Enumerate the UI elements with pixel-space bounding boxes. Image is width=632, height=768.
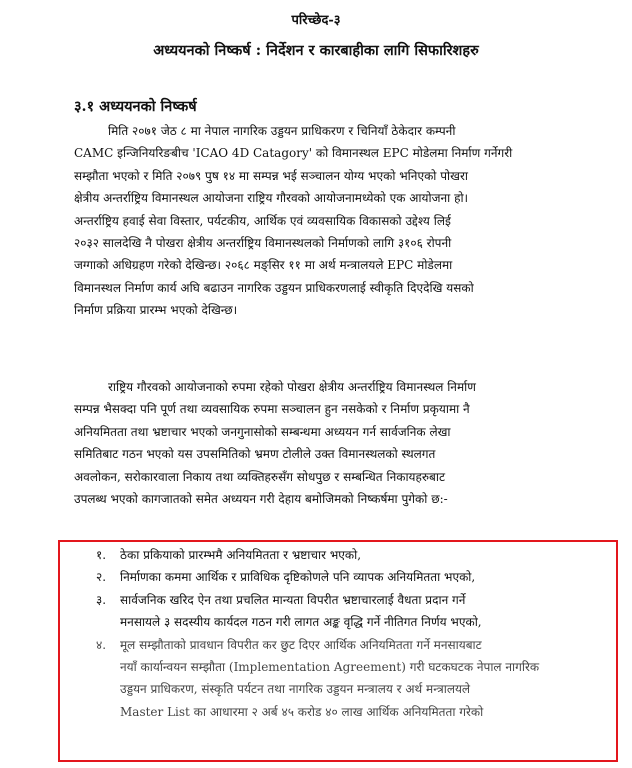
list-text: उड्डयन प्राधिकरण, संस्कृति पर्यटन तथा नागरिक उड्डयन मन्त्रालय र अर्थ मन्त्रालयले — [120, 682, 471, 697]
findings-list — [96, 544, 596, 723]
chapter-heading: परिच्छेद-३ — [291, 13, 341, 28]
list-item — [96, 544, 596, 566]
paragraph-line: अवलोकन, सरोकारवाला निकाय तथा व्यक्तिहरुसँग सोधपुछ र सम्बन्धित निकायहरुबाट — [74, 469, 446, 484]
list-number: ३. — [96, 592, 107, 607]
list-item — [96, 566, 596, 588]
list-text: मनसायले ३ सदस्यीय कार्यदल गठन गरी लागत अङ्क वृद्धि गर्ने नीतिगत निर्णय भएको, — [120, 615, 482, 630]
list-number: २. — [96, 570, 107, 585]
section-heading: ३.१ अध्ययनको निष्कर्ष — [74, 98, 197, 115]
paragraph-line: CAMC इन्जिनियरिङबीच 'ICAO 4D Catagory' को विमानस्थल EPC मोडेलमा निर्माण गर्नेगरी — [74, 146, 513, 161]
paragraph-line: समितिबाट गठन भएको यस उपसमितिको भ्रमण टोलीले उक्त विमानस्थलको स्थलगत — [74, 447, 436, 462]
paragraph-line: निर्माण प्रक्रिया प्रारम्भ भएको देखिन्छ। — [74, 303, 238, 318]
paragraph-line: २०३२ सालदेखि नै पोखरा क्षेत्रीय अन्तर्राष्ट्रिय विमानस्थलको निर्माणको लागि ३१०६ रोपनी — [74, 236, 452, 251]
paragraph-2 — [74, 376, 568, 510]
paragraph-line: सम्पन्न भैसक्दा पनि पूर्ण तथा व्यवसायिक रुपमा सञ्चालन हुन नसकेको र निर्माण प्रकृयामा नै — [74, 402, 470, 417]
paragraph-line: अन्तर्राष्ट्रिय हवाई सेवा विस्तार, पर्यटकीय, आर्थिक एवं व्यवसायिक विकासको उद्देश्य लिई — [74, 213, 451, 228]
paragraph-line: जग्गाको अधिग्रहण गरेको देखिन्छ। २०६८ मङ्सिर ११ मा अर्थ मन्त्रालयले EPC मोडेलमा — [74, 258, 453, 273]
paragraph-line: क्षेत्रीय अन्तर्राष्ट्रिय विमानस्थल आयोजना राष्ट्रिय गौरवको आयोजनामध्येको एक आयोजना हो। — [74, 191, 469, 206]
list-text: सार्वजनिक खरिद ऐन तथा प्रचलित मान्यता विपरीत भ्रष्टाचारलाई वैधता प्रदान गर्ने — [120, 592, 466, 607]
list-number: ४. — [96, 637, 107, 652]
list-text: ठेका प्रकियाको प्रारम्भमै अनियमितता र भ्रष्टाचार भएको, — [120, 548, 362, 562]
paragraph-line: मिति २०७१ जेठ ८ मा नेपाल नागरिक उड्डयन प्राधिकरण र चिनियाँ ठेकेदार कम्पनी — [108, 124, 456, 138]
list-item — [96, 589, 596, 634]
list-number: १. — [96, 548, 107, 562]
list-text: निर्माणका कममा आर्थिक र प्राविधिक दृष्टिकोणले पनि व्यापक अनियमितता भएको, — [120, 570, 476, 585]
paragraph-line: सम्झौता भएको र मिति २०७९ पुष १४ मा सम्पन्न भई सञ्चालन योग्य भएको भनिएको पोखरा — [74, 168, 468, 183]
paragraph-line: अनियमितता तथा भ्रष्टाचार भएको जनगुनासोको सम्बन्धमा अध्ययन गर्न सार्वजनिक लेखा — [74, 424, 451, 439]
paragraph-1 — [74, 120, 568, 322]
paragraph-line: राष्ट्रिय गौरवको आयोजनाको रुपमा रहेको पोखरा क्षेत्रीय अन्तर्राष्ट्रिय विमानस्थल निर्माण — [108, 380, 476, 394]
paragraph-line: उपलब्ध भएको कागजातको समेत अध्ययन गरी देहाय बमोजिमको निष्कर्षमा पुगेको छ:- — [74, 492, 448, 507]
list-item — [96, 634, 596, 724]
list-text: मूल सम्झौताको प्रावधान विपरीत कर छुट दिएर आर्थिक अनियमितता गर्ने मनसायबाट — [120, 637, 482, 652]
paragraph-line: विमानस्थल निर्माण कार्य अघि बढाउन नागरिक उड्डयन प्राधिकरणलाई स्वीकृति दिएदेखि यसको — [74, 280, 474, 295]
page-title: अध्ययनको निष्कर्ष : निर्देशन र कारबाहीका लागि सिफारिशहरु — [153, 42, 479, 59]
list-text: Master List का आधारमा २ अर्ब ४५ करोड ४० लाख आर्थिक अनियमितता गरेको — [120, 704, 484, 719]
list-text: नयाँ कार्यान्वयन सम्झौता (Implementation Agreement) गरी घटकघटक नेपाल नागरिक — [120, 660, 540, 675]
